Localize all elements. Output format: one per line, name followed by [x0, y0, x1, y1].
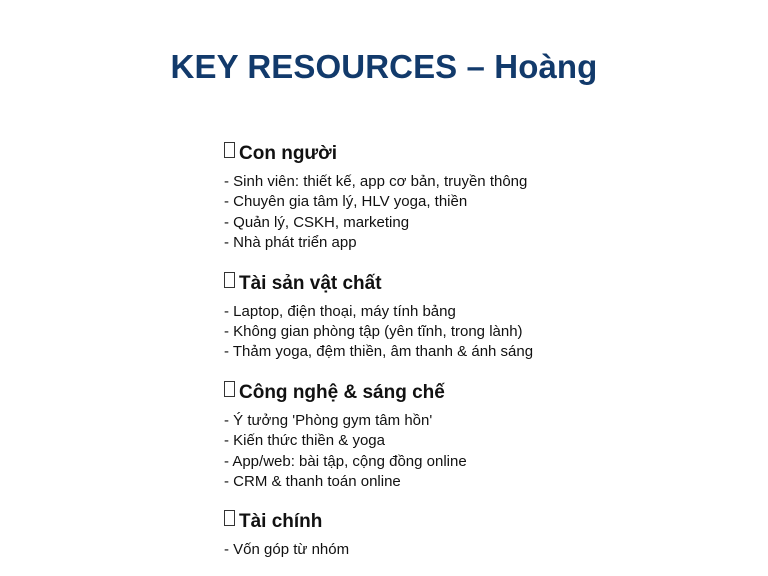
placeholder-glyph-icon	[224, 510, 235, 526]
list-item: - Thảm yoga, đệm thiền, âm thanh & ánh sáng	[224, 343, 534, 361]
item-list	[224, 540, 744, 560]
list-item: - Nhà phát triển app	[224, 234, 357, 252]
list-item: - CRM & thanh toán online	[224, 473, 401, 491]
placeholder-glyph-icon	[224, 381, 235, 397]
list-item: - Quản lý, CSKH, marketing	[224, 213, 410, 231]
list-item: - Không gian phòng tập (yên tĩnh, trong lành)	[224, 323, 523, 341]
section-heading	[224, 379, 744, 407]
page-title: KEY RESOURCES – Hoàng	[170, 48, 598, 85]
section-heading	[224, 140, 744, 168]
section-finance	[224, 508, 744, 560]
section-heading-label: Công nghệ & sáng chế	[239, 381, 445, 403]
section-heading	[224, 270, 744, 298]
list-item: - App/web: bài tập, cộng đồng online	[224, 452, 467, 470]
list-item: - Vốn góp từ nhóm	[224, 541, 350, 559]
placeholder-glyph-icon	[224, 272, 235, 288]
section-heading-label: Con người	[239, 143, 337, 164]
section-heading-label: Tài sản vật chất	[239, 272, 382, 294]
section-technology	[224, 379, 744, 493]
list-item: - Kiến thức thiền & yoga	[224, 432, 385, 450]
list-item: - Laptop, điện thoại, máy tính bảng	[224, 302, 456, 320]
resource-sections	[224, 140, 744, 576]
placeholder-glyph-icon	[224, 142, 235, 158]
section-people	[224, 140, 744, 254]
list-item: - Chuyên gia tâm lý, HLV yoga, thiền	[224, 193, 468, 211]
item-list	[224, 172, 744, 254]
section-heading-label: Tài chính	[239, 511, 323, 533]
item-list	[224, 411, 744, 493]
section-heading	[224, 508, 744, 536]
item-list	[224, 302, 744, 363]
list-item: - Ý tưởng 'Phòng gym tâm hồn'	[224, 411, 433, 429]
list-item: - Sinh viên: thiết kế, app cơ bản, truyền thông	[224, 173, 528, 190]
section-physical-assets	[224, 270, 744, 363]
